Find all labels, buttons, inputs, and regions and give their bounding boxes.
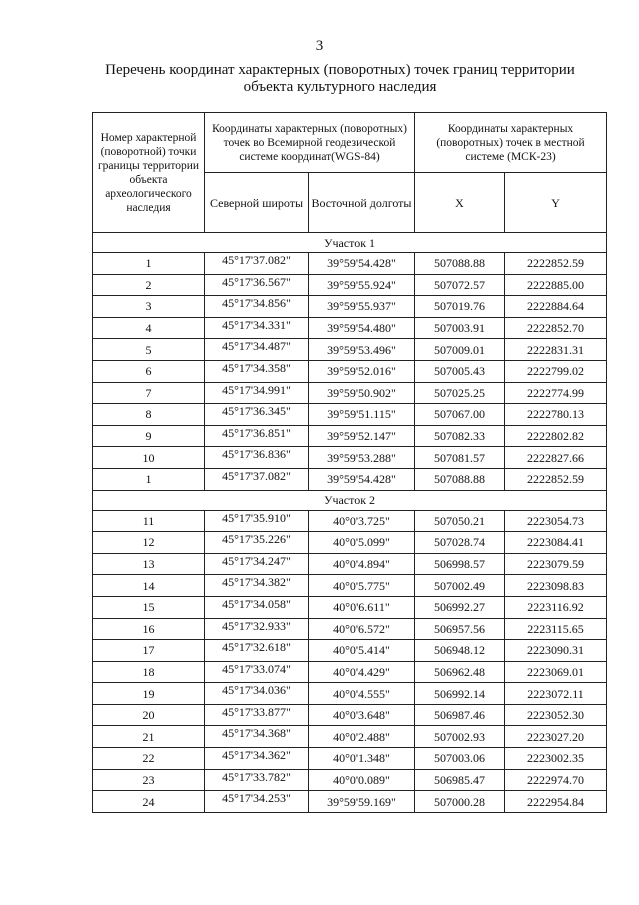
cell-y: 2223116.92: [505, 596, 607, 618]
cell-y: 2222774.99: [505, 382, 607, 404]
cell-north-latitude: 45°17'32.933": [205, 618, 309, 640]
cell-north-latitude: 45°17'32.618": [205, 640, 309, 662]
cell-north-latitude: 45°17'34.382": [205, 575, 309, 597]
cell-point-number: 17: [93, 640, 205, 662]
cell-x: 507019.76: [415, 296, 505, 318]
cell-x: 506998.57: [415, 553, 505, 575]
cell-point-number: 12: [93, 532, 205, 554]
cell-north-latitude: 45°17'34.362": [205, 748, 309, 770]
cell-east-longitude: 39°59'55.937": [309, 296, 415, 318]
section-header-row: [93, 233, 607, 253]
table-row: [93, 468, 607, 490]
cell-x: 507082.33: [415, 425, 505, 447]
cell-point-number: 1: [93, 468, 205, 490]
cell-point-number: 5: [93, 339, 205, 361]
table-row: [93, 253, 607, 275]
cell-east-longitude: 39°59'55.924": [309, 274, 415, 296]
cell-x: 507088.88: [415, 253, 505, 275]
header-east-longitude: Восточной долготы: [309, 173, 415, 233]
cell-point-number: 10: [93, 447, 205, 469]
cell-x: 507050.21: [415, 510, 505, 532]
document-title: [80, 62, 600, 96]
cell-point-number: 21: [93, 726, 205, 748]
cell-y: 2222954.84: [505, 791, 607, 813]
cell-east-longitude: 39°59'52.016": [309, 360, 415, 382]
cell-x: 507072.57: [415, 274, 505, 296]
cell-point-number: 11: [93, 510, 205, 532]
cell-east-longitude: 39°59'53.496": [309, 339, 415, 361]
cell-east-longitude: 40°0'5.775": [309, 575, 415, 597]
cell-y: 2222852.59: [505, 253, 607, 275]
cell-y: 2222884.64: [505, 296, 607, 318]
cell-north-latitude: 45°17'36.567": [205, 274, 309, 296]
table-row: [93, 769, 607, 791]
title-line-2: объекта культурного наследия: [243, 79, 437, 95]
table-row: [93, 382, 607, 404]
cell-x: 506992.27: [415, 596, 505, 618]
cell-north-latitude: 45°17'36.851": [205, 425, 309, 447]
header-x: X: [415, 173, 505, 233]
table-row: [93, 447, 607, 469]
cell-east-longitude: 39°59'53.288": [309, 447, 415, 469]
cell-north-latitude: 45°17'34.358": [205, 360, 309, 382]
table-row: [93, 661, 607, 683]
cell-north-latitude: 45°17'34.856": [205, 296, 309, 318]
cell-point-number: 23: [93, 769, 205, 791]
cell-y: 2222780.13: [505, 404, 607, 426]
cell-y: 2223079.59: [505, 553, 607, 575]
cell-y: 2222852.70: [505, 317, 607, 339]
cell-x: 506987.46: [415, 704, 505, 726]
cell-x: 506957.56: [415, 618, 505, 640]
cell-y: 2223002.35: [505, 748, 607, 770]
cell-y: 2222974.70: [505, 769, 607, 791]
cell-east-longitude: 40°0'6.611": [309, 596, 415, 618]
cell-x: 507067.00: [415, 404, 505, 426]
cell-point-number: 18: [93, 661, 205, 683]
cell-x: 507005.43: [415, 360, 505, 382]
cell-y: 2222885.00: [505, 274, 607, 296]
cell-point-number: 24: [93, 791, 205, 813]
cell-point-number: 9: [93, 425, 205, 447]
table-row: [93, 704, 607, 726]
cell-x: 507009.01: [415, 339, 505, 361]
cell-y: 2223027.20: [505, 726, 607, 748]
section-header-row: [93, 490, 607, 510]
cell-y: 2222799.02: [505, 360, 607, 382]
table-row: [93, 360, 607, 382]
table-row: [93, 726, 607, 748]
cell-north-latitude: 45°17'35.226": [205, 532, 309, 554]
cell-east-longitude: 39°59'52.147": [309, 425, 415, 447]
table-row: [93, 532, 607, 554]
cell-north-latitude: 45°17'35.910": [205, 510, 309, 532]
table-row: [93, 575, 607, 597]
header-wgs-group: Координаты характерных (поворотных) точек во Всемирной геодезической системе координат(WGS-84): [205, 113, 415, 173]
table-row: [93, 640, 607, 662]
section-label: Участок 1: [93, 233, 607, 253]
cell-y: 2223115.65: [505, 618, 607, 640]
cell-east-longitude: 40°0'4.894": [309, 553, 415, 575]
cell-point-number: 2: [93, 274, 205, 296]
cell-x: 506992.14: [415, 683, 505, 705]
cell-north-latitude: 45°17'36.836": [205, 447, 309, 469]
cell-east-longitude: 39°59'54.428": [309, 468, 415, 490]
cell-y: 2223054.73: [505, 510, 607, 532]
header-msk-group: Координаты характерных (поворотных) точек в местной системе (МСК-23): [415, 113, 607, 173]
cell-x: 507003.06: [415, 748, 505, 770]
table-row: [93, 339, 607, 361]
cell-point-number: 7: [93, 382, 205, 404]
cell-y: 2222852.59: [505, 468, 607, 490]
cell-point-number: 6: [93, 360, 205, 382]
coordinates-table: [92, 112, 607, 813]
cell-point-number: 19: [93, 683, 205, 705]
cell-north-latitude: 45°17'34.058": [205, 596, 309, 618]
cell-y: 2223069.01: [505, 661, 607, 683]
cell-x: 507028.74: [415, 532, 505, 554]
cell-east-longitude: 40°0'1.348": [309, 748, 415, 770]
cell-east-longitude: 39°59'50.902": [309, 382, 415, 404]
cell-east-longitude: 40°0'4.429": [309, 661, 415, 683]
header-north-latitude: Северной широты: [205, 173, 309, 233]
cell-point-number: 3: [93, 296, 205, 318]
cell-x: 507088.88: [415, 468, 505, 490]
cell-point-number: 15: [93, 596, 205, 618]
cell-east-longitude: 40°0'3.648": [309, 704, 415, 726]
cell-north-latitude: 45°17'37.082": [205, 253, 309, 275]
cell-y: 2223052.30: [505, 704, 607, 726]
table-body: [93, 233, 607, 813]
cell-east-longitude: 40°0'5.414": [309, 640, 415, 662]
cell-north-latitude: 45°17'37.082": [205, 468, 309, 490]
cell-y: 2222802.82: [505, 425, 607, 447]
section-label: Участок 2: [93, 490, 607, 510]
cell-east-longitude: 40°0'3.725": [309, 510, 415, 532]
cell-north-latitude: 45°17'34.247": [205, 553, 309, 575]
cell-point-number: 22: [93, 748, 205, 770]
cell-x: 507002.93: [415, 726, 505, 748]
cell-y: 2223098.83: [505, 575, 607, 597]
cell-east-longitude: 39°59'51.115": [309, 404, 415, 426]
cell-y: 2223072.11: [505, 683, 607, 705]
table-row: [93, 404, 607, 426]
header-y: Y: [505, 173, 607, 233]
table-row: [93, 618, 607, 640]
cell-east-longitude: 40°0'6.572": [309, 618, 415, 640]
table-row: [93, 425, 607, 447]
cell-y: 2223090.31: [505, 640, 607, 662]
table-row: [93, 596, 607, 618]
table-row: [93, 683, 607, 705]
title-line-1: Перечень координат характерных (поворотных) точек границ территории: [105, 62, 575, 78]
cell-y: 2223084.41: [505, 532, 607, 554]
cell-x: 506985.47: [415, 769, 505, 791]
table-row: [93, 791, 607, 813]
cell-north-latitude: 45°17'34.991": [205, 382, 309, 404]
cell-east-longitude: 40°0'0.089": [309, 769, 415, 791]
cell-east-longitude: 39°59'54.428": [309, 253, 415, 275]
cell-north-latitude: 45°17'33.074": [205, 661, 309, 683]
cell-x: 507000.28: [415, 791, 505, 813]
cell-y: 2222827.66: [505, 447, 607, 469]
cell-x: 507081.57: [415, 447, 505, 469]
page-number: 3: [315, 38, 324, 54]
cell-east-longitude: 40°0'4.555": [309, 683, 415, 705]
cell-point-number: 16: [93, 618, 205, 640]
cell-north-latitude: 45°17'34.253": [205, 791, 309, 813]
cell-north-latitude: 45°17'34.487": [205, 339, 309, 361]
cell-point-number: 1: [93, 253, 205, 275]
table-row: [93, 553, 607, 575]
cell-x: 507002.49: [415, 575, 505, 597]
table-row: [93, 274, 607, 296]
cell-point-number: 14: [93, 575, 205, 597]
table-row: [93, 510, 607, 532]
header-point-number: Номер характерной (поворотной) точки границы территории объекта археологического наследия: [93, 113, 205, 233]
cell-point-number: 4: [93, 317, 205, 339]
cell-x: 506962.48: [415, 661, 505, 683]
cell-north-latitude: 45°17'33.877": [205, 704, 309, 726]
cell-point-number: 13: [93, 553, 205, 575]
cell-x: 507003.91: [415, 317, 505, 339]
cell-east-longitude: 39°59'59.169": [309, 791, 415, 813]
table-row: [93, 748, 607, 770]
cell-east-longitude: 39°59'54.480": [309, 317, 415, 339]
cell-north-latitude: 45°17'34.331": [205, 317, 309, 339]
cell-north-latitude: 45°17'34.036": [205, 683, 309, 705]
cell-point-number: 20: [93, 704, 205, 726]
cell-y: 2222831.31: [505, 339, 607, 361]
cell-x: 507025.25: [415, 382, 505, 404]
cell-point-number: 8: [93, 404, 205, 426]
table-row: [93, 317, 607, 339]
cell-north-latitude: 45°17'33.782": [205, 769, 309, 791]
cell-north-latitude: 45°17'34.368": [205, 726, 309, 748]
cell-east-longitude: 40°0'2.488": [309, 726, 415, 748]
cell-east-longitude: 40°0'5.099": [309, 532, 415, 554]
table-row: [93, 296, 607, 318]
cell-x: 506948.12: [415, 640, 505, 662]
cell-north-latitude: 45°17'36.345": [205, 404, 309, 426]
